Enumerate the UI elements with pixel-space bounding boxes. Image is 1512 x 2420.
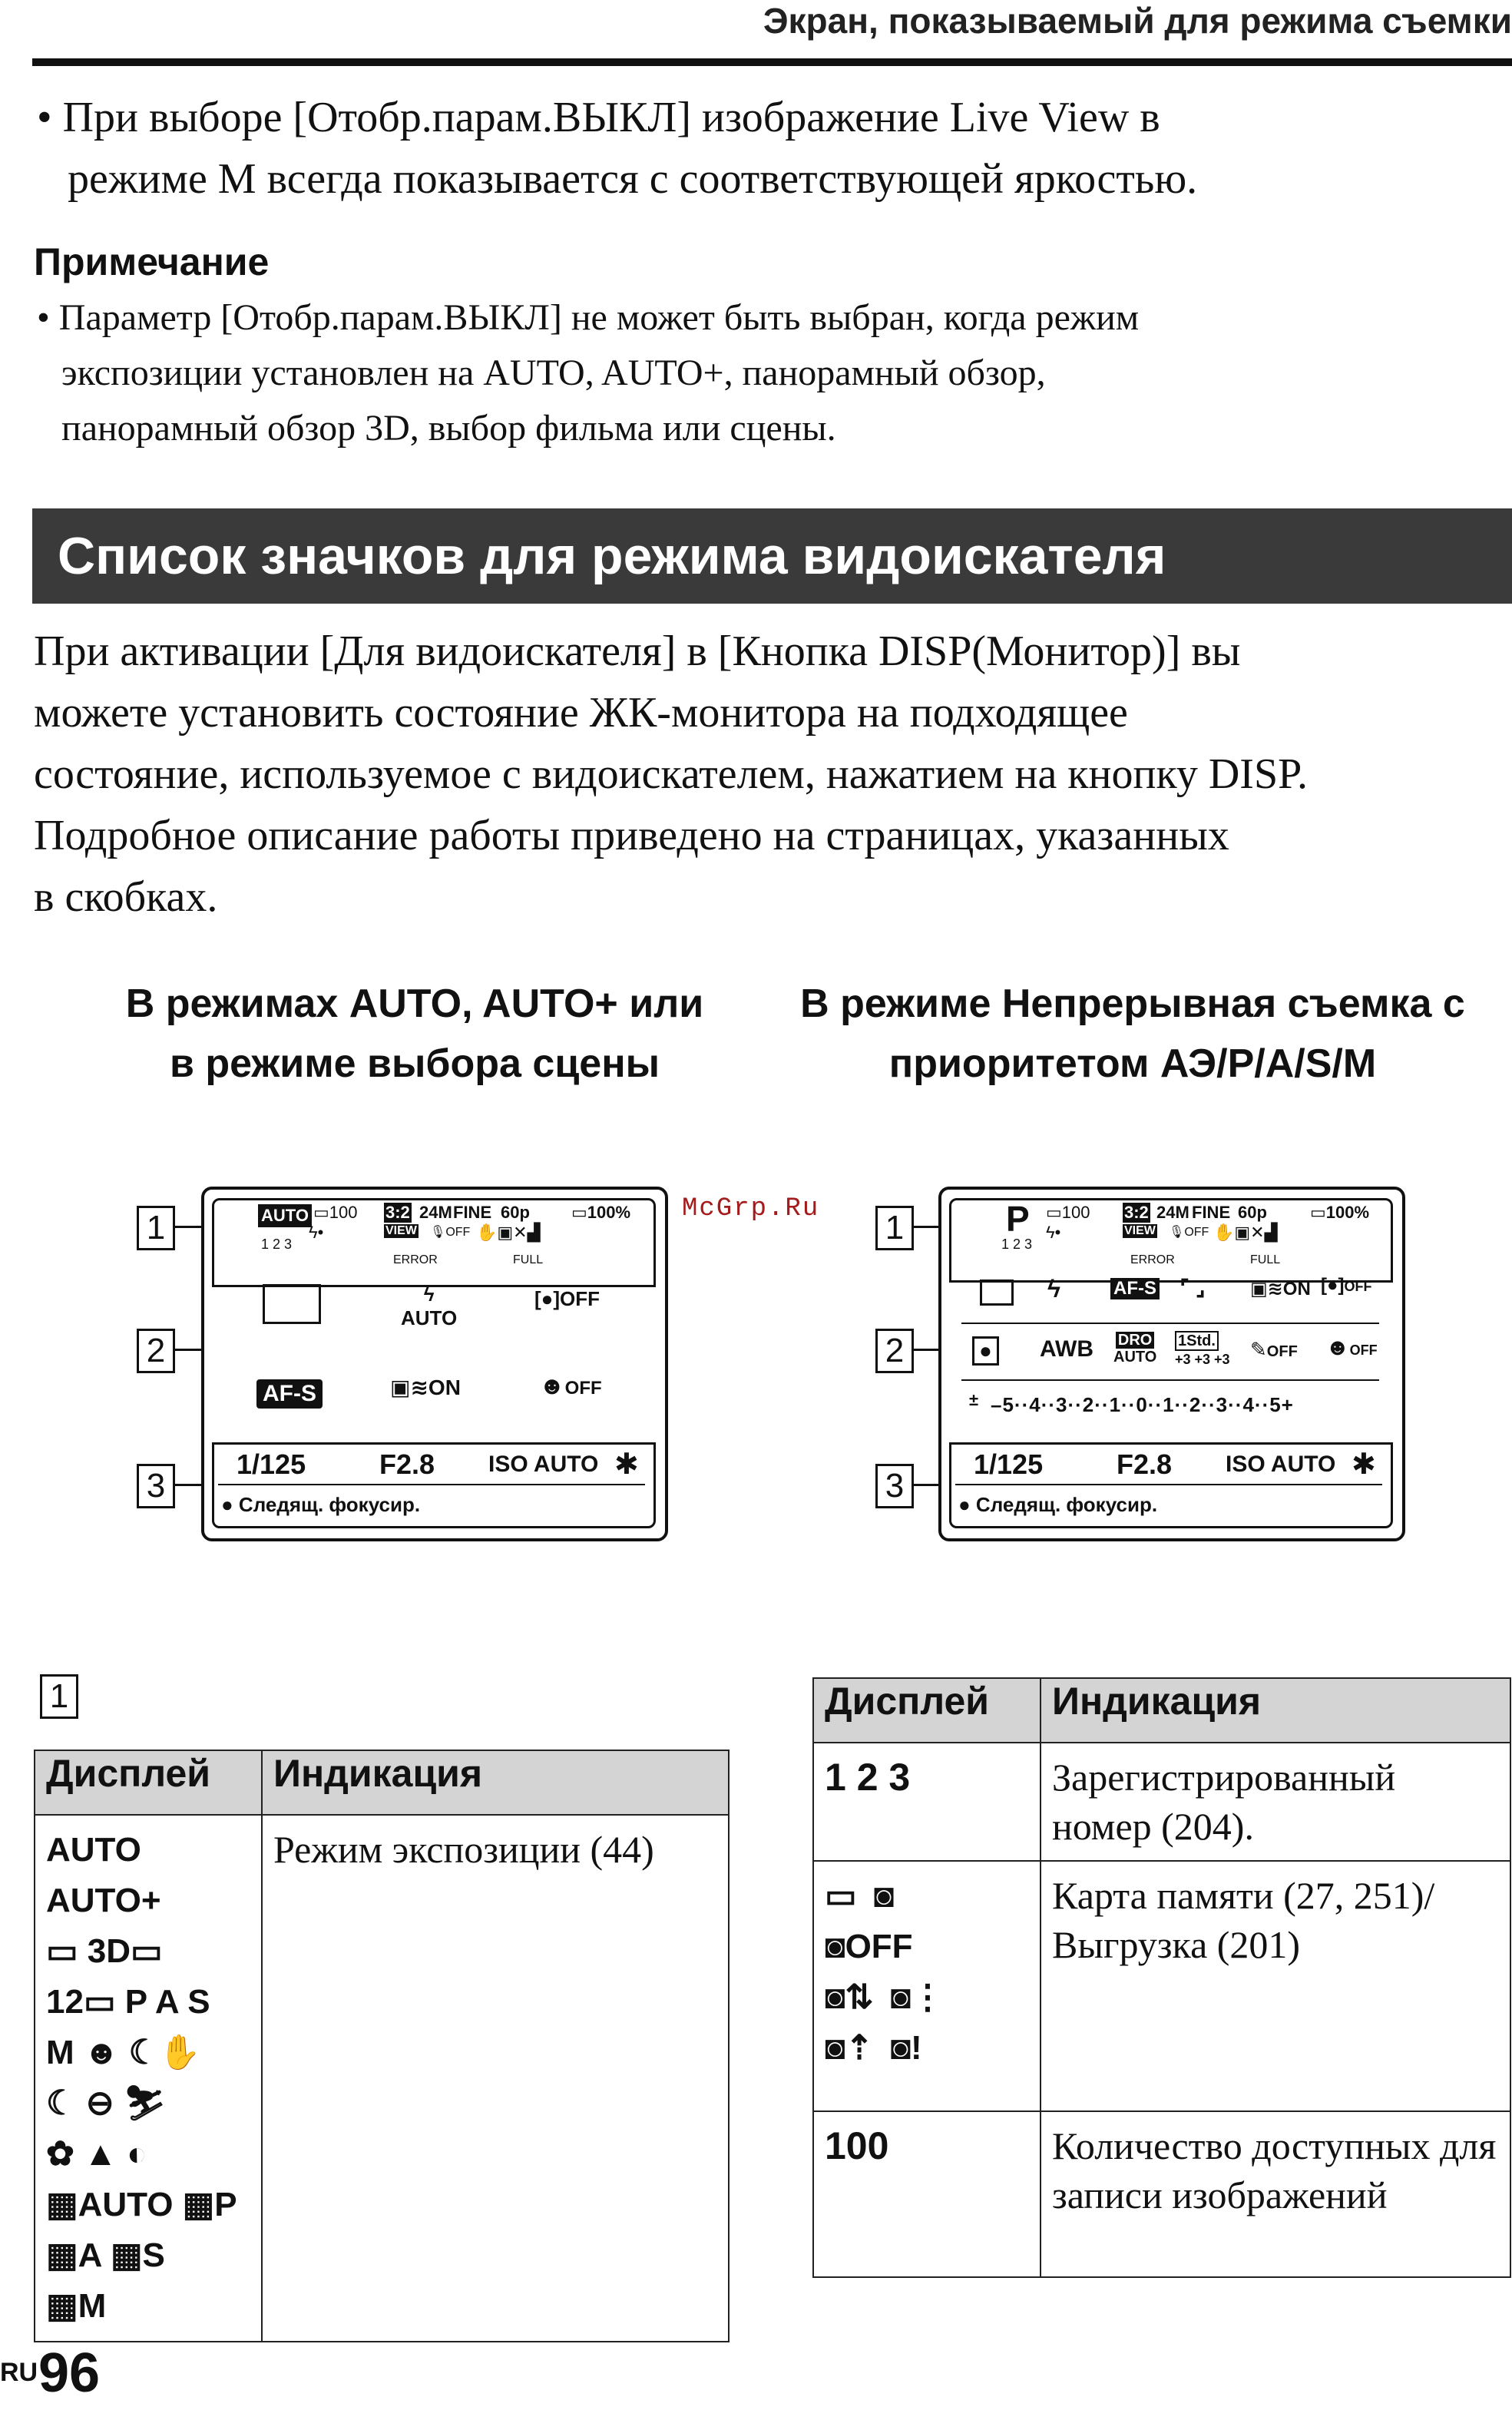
upload-standby-icon: ◙⋮ [890, 1978, 945, 2016]
movie-framerate: 60p [501, 1203, 530, 1222]
paragraph-line: состояние, используемое с видоискателем, нажатием на кнопку DISP. [34, 750, 1309, 798]
quality: FINE [1192, 1203, 1231, 1222]
note-line1: • Параметр [Отобр.парам.ВЫКЛ] не может быть выбран, когда режим [37, 297, 1140, 338]
note-line2: экспозиции установлен на AUTO, AUTO+, панорамный обзор, [61, 353, 1046, 393]
icon-line: ▭ 3D▭ [46, 1932, 163, 1970]
bottom-divider [955, 1484, 1382, 1485]
marker-2: 2 [875, 1329, 914, 1373]
paragraph-line: можете установить состояние ЖК-монитора на подходящее [34, 689, 1128, 737]
face-detect-off-icon: [●]OFF [1321, 1275, 1372, 1296]
smile-shutter-icon: ▣≋ON [1250, 1279, 1311, 1299]
table-row [813, 1861, 1510, 2111]
icon-line: ▦AUTO ▦P [46, 2186, 237, 2223]
page-number: 96 [38, 2342, 101, 2404]
left-column-heading-line1: В режимах AUTO, AUTO+ или [125, 982, 704, 1026]
divider [961, 1323, 1379, 1324]
column-header-display: Дисплей [35, 1750, 262, 1815]
watermark: McGrp.Ru [682, 1194, 820, 1223]
display-cell: 1 2 3 [813, 1743, 1041, 1861]
display-cell [813, 1861, 1041, 2111]
registered-numbers: 1 2 3 [1001, 1236, 1033, 1252]
mic-off-icon: 🎙OFF [1169, 1226, 1209, 1239]
marker-connector [173, 1484, 203, 1486]
creative-style: 1Std. +3 +3 +3 [1175, 1332, 1230, 1367]
right-column-heading-line2: приоритетом АЭ/P/A/S/M [888, 1041, 1377, 1086]
table-row [813, 1743, 1510, 1861]
mode-icons [46, 1825, 250, 2332]
intro-bullet-line2: режиме M всегда показывается с соответствующей яркостью. [68, 155, 1198, 203]
registered-numbers: 1 2 3 [261, 1236, 293, 1252]
indication-cell: Режим экспозиции (44) [262, 1815, 729, 2342]
indication-cell: Количество доступных для записи изображений [1041, 2111, 1510, 2277]
ae-lock-icon: ✱ [614, 1448, 639, 1481]
marker-1: 1 [137, 1206, 175, 1250]
icon-line: M ☻ ☾✋ [46, 2034, 201, 2071]
column-header-display: Дисплей [813, 1678, 1041, 1743]
paragraph-line: в скобках. [34, 873, 218, 921]
battery-level: ▭100% [571, 1203, 631, 1222]
marker-connector [173, 1349, 203, 1351]
column-header-indication: Индикация [1041, 1678, 1510, 1743]
marker-connector [912, 1226, 942, 1228]
divider [961, 1379, 1379, 1381]
focus-mode-afs: AF-S [256, 1379, 323, 1409]
paragraph-line: Подробное описание работы приведено на страницах, указанных [34, 812, 1229, 859]
night-icon: ☾ [46, 2084, 77, 2122]
marker-connector [912, 1349, 942, 1351]
indication-cell: Карта памяти (27, 251)/Выгрузка (201) [1041, 1861, 1510, 2111]
display-cell [35, 1815, 262, 2342]
icon-line: AUTO AUTO+ [46, 1831, 161, 1919]
marker-3: 3 [137, 1464, 175, 1508]
face-detect-off-icon: [●]OFF [534, 1287, 600, 1310]
focus-mode-afs: AF-S [1110, 1278, 1160, 1299]
marker-connector [912, 1484, 942, 1486]
ae-lock-icon: ✱ [1352, 1448, 1376, 1481]
white-balance: AWB [1040, 1336, 1093, 1362]
iso: ISO AUTO [1226, 1452, 1336, 1477]
note-line3: панорамный обзор 3D, выбор фильма или сцены. [61, 408, 836, 449]
left-column-heading-line2: в режиме выбора сцены [169, 1041, 660, 1086]
dro-auto: DRO AUTO [1113, 1332, 1157, 1366]
memory-card-icon: ▭ [825, 1877, 857, 1915]
image-size: 24M [419, 1203, 452, 1222]
display-cell: 100 [813, 2111, 1041, 2277]
exposure-mode-table [34, 1750, 730, 2342]
aspect-ratio: 3:2 [1124, 1203, 1149, 1222]
upload-progress-icon: ◙⇡ [825, 2029, 874, 2067]
error-label: ERROR [1130, 1253, 1175, 1266]
icon-line: ▦A ▦S [46, 2236, 165, 2274]
drive-single-icon [980, 1280, 1014, 1306]
sports-icon: ⛷ [123, 2084, 167, 2122]
table-header-row [813, 1678, 1510, 1743]
exposure-comp-icon: ± [969, 1390, 979, 1409]
drive-single-icon [263, 1284, 321, 1324]
table-row [813, 2111, 1510, 2277]
icon-line [46, 2129, 250, 2180]
face-off-icon: ☻OFF [1325, 1335, 1378, 1360]
focus-status: ● Следящ. фокусир. [958, 1493, 1158, 1516]
card-upload-icons: ▭ ◙ ◙OFF ◙⇅ ◙⋮ ◙⇡ ◙! [825, 1871, 1029, 2074]
focus-area-icon: ⌜ ⌟ [1179, 1276, 1206, 1299]
mic-off-icon: 🎙OFF [430, 1226, 471, 1239]
right-column-heading-line1: В режиме Непрерывная съемка с [800, 982, 1465, 1026]
wifi-card-icon: ◙ [873, 1877, 895, 1915]
bottom-divider [218, 1484, 645, 1485]
upload-error-icon: ◙! [890, 2029, 922, 2067]
shutter-speed: 1/125 [974, 1448, 1044, 1480]
flash-icon: ϟ• [309, 1223, 324, 1242]
picture-effect-off: ✎OFF [1250, 1338, 1298, 1361]
marker-2: 2 [137, 1329, 175, 1373]
flash-icon: ϟ• [1046, 1223, 1061, 1242]
info-table-right [812, 1677, 1511, 2278]
upload-transfer-icon: ◙⇅ [825, 1978, 874, 2016]
error-label: ERROR [393, 1253, 438, 1266]
aspect-ratio: 3:2 [385, 1203, 410, 1222]
metering-icon: ● [972, 1336, 999, 1366]
marker-connector [173, 1226, 203, 1228]
card-count: ▭100 [1046, 1203, 1090, 1222]
icon-line [46, 2078, 250, 2129]
flash-icon: ϟ [1047, 1275, 1060, 1303]
view-icon: VIEW [1124, 1224, 1156, 1237]
battery-level: ▭100% [1310, 1203, 1370, 1222]
marker-3: 3 [875, 1464, 914, 1508]
image-size: 24M [1156, 1203, 1189, 1222]
indication-cell: Зарегистрированный номер (204). [1041, 1743, 1510, 1861]
panorama-icon: ◐ [126, 2135, 147, 2173]
running-header: Экран, показываемый для режима съемки [763, 1, 1512, 41]
focus-status: ● Следящ. фокусир. [221, 1493, 421, 1516]
landscape-icon: ▲ [84, 2135, 117, 2173]
mode-p-icon: P [1006, 1199, 1030, 1239]
quality: FINE [453, 1203, 492, 1222]
aperture: F2.8 [1117, 1448, 1173, 1480]
column-header-indication: Индикация [262, 1750, 729, 1815]
aperture: F2.8 [379, 1448, 435, 1480]
sunset-icon: ⊖ [85, 2084, 114, 2122]
hand-night-icon: ☾✋ [128, 2034, 201, 2071]
shutter-speed: 1/125 [237, 1448, 306, 1480]
card-count: ▭100 [313, 1203, 358, 1222]
section-title: Список значков для режима видоискателя [58, 527, 1166, 585]
iso: ISO AUTO [488, 1452, 599, 1477]
language-code: RU [0, 2358, 38, 2387]
table-section-marker: 1 [40, 1674, 78, 1719]
header-rule [32, 58, 1512, 66]
table-row [35, 1815, 729, 2342]
flash-auto-icon: ϟ AUTO [401, 1283, 458, 1329]
full-label: FULL [513, 1253, 544, 1266]
movie-framerate: 60p [1238, 1203, 1267, 1222]
steadyshot-icons: ✋▣✕▟ [1213, 1223, 1278, 1242]
exposure-scale: –5··4··3··2··1··0··1··2··3··4··5+ [991, 1393, 1294, 1416]
smile-shutter-icon: ▣≋ON [390, 1376, 461, 1399]
portrait-icon: ☻ [83, 2034, 120, 2071]
macro-icon: ✿ [46, 2135, 74, 2173]
marker-1: 1 [875, 1206, 914, 1250]
full-label: FULL [1250, 1253, 1281, 1266]
face-off-icon: ☻OFF [539, 1372, 602, 1399]
note-heading: Примечание [34, 240, 270, 283]
icon-line: 12▭ P A S [46, 1983, 210, 2021]
steadyshot-icons: ✋▣✕▟ [476, 1223, 541, 1242]
wifi-card-off-icon: ◙ [825, 1928, 845, 1965]
icon-line: ▦M [46, 2287, 107, 2325]
paragraph-line: При активации [Для видоискателя] в [Кнопка DISP(Монитор)] вы [34, 627, 1241, 675]
view-icon: VIEW [385, 1224, 417, 1237]
mode-auto-icon: AUTO [258, 1204, 312, 1227]
intro-bullet-line1: • При выборе [Отобр.парам.ВЫКЛ] изображение Live View в [37, 94, 1160, 141]
table-header-row [35, 1750, 729, 1815]
